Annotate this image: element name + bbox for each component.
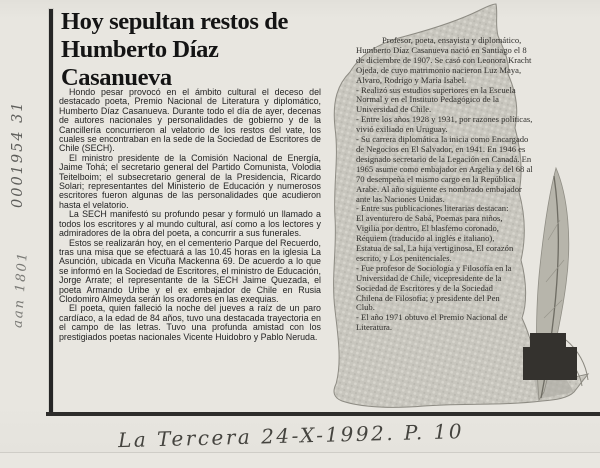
source-annotation: La Tercera 24-X-1992. P. 10 — [117, 419, 465, 453]
article-paragraph: Hondo pesar provocó en el ámbito cultural el deceso del destacado poeta, Premio Nacional de Literatura y diplomático, Humberto Díaz Casanueva. Durante todo el día de ayer, decenas de autores nacionales y personalidades de gobierno y de la Cancillería concurrieron al velatorio de los restos del vate, los cuales se encontraban en la sede de la Sociedad de Escritores de Chile (SECH). — [59, 87, 321, 154]
bio-item: - Su carrera diplomática la inicia como Encargado de Negocios en El Salvador, en 1941. En 1946 es designado secretario de la Legación en Canadá. En 1965 asume como embajador en Argelia y del 68 al 70 desempeña el mismo cargo en la República Arabe. Al año siguiente es nombrado embajador ante las Naciones Unidas. — [356, 134, 533, 204]
paper-edge — [0, 452, 600, 468]
bio-item: - Fue profesor de Sociología y Filosofía en la Universidad de Chile, vicepresidente de la Sociedad de Escritores y de la Sociedad Chilena de Filosofía; y presidente del Pen Club. — [356, 262, 512, 313]
column-rule — [49, 9, 53, 413]
bio-item: - Realizó sus estudios superiores en la Escuela Normal y en el Instituto Pedagógico de la Universidad de Chile. — [356, 84, 516, 115]
archive-code-annotation: aan 1801 — [10, 250, 31, 329]
bio-item: Profesor, poeta, ensayista y diplomático, Humberto Díaz Casanueva nació en Santiago el 8 de diciembre de 1907. Se casó con Leonora Kracht Ojeda, de cuyo matrimonio nacieron Luz Maya, Alvaro, Rodrigo y María Isabel. — [356, 35, 532, 85]
article-paragraph: La SECH manifestó su profundo pesar y formuló un llamado a todos los escritores y al mundo cultural, así como a los lectores y admiradores de la obra del poeta, a concurrir a sus funerales. — [59, 209, 321, 239]
bio-text — [356, 36, 536, 333]
article-paragraph: Estos se realizarán hoy, en el cementerio Parque del Recuerdo, tras una misa que se efectuará a las 10.45 horas en la iglesia La Asunción, ubicada en Vicuña Mackenna 69. De acuerdo a lo que se informó en la Sociedad de Escritores, el ministro de Educación, Jorge Arrate; el representante de la SECH Jaime Quezada, el poeta Armando Uribe y el ex embajador de Chile en Rusia Clodomiro Almeyda serán los oradores en las exequias. — [59, 237, 321, 304]
bottom-rule — [46, 412, 600, 416]
article-paragraph: El ministro presidente de la Comisión Nacional de Energía, Jaime Tohá; el secretario general del Partido Comunista, Volodia Teitelboim; el subsecretario general de la Presidencia, Ricardo Solari; representantes del Ministerio de Educación y numerosos escritores fueron algunas de las personalidades que acudieron hasta el velatorio. — [59, 152, 321, 210]
inkwell-icon — [523, 333, 577, 380]
article-body — [59, 88, 321, 342]
archive-number-annotation: 0001954 31 — [10, 100, 26, 208]
parchment-sidebar — [320, 0, 600, 452]
article-paragraph: El poeta, quien falleció la noche del jueves a raíz de un paro cardíaco, a la edad de 84 años, tuvo una destacada trayectoria en el campo de las letras. Tuvo una profunda amistad con los prestigiados poetas nacionales Vicente Huidobro y Pablo Neruda. — [59, 303, 321, 342]
page-title: Hoy sepultan restos de Humberto Díaz Casanueva — [61, 8, 288, 91]
bio-item: - El año 1971 obtuvo el Premio Nacional de Literatura. — [356, 312, 508, 333]
bio-item: - Entre sus publicaciones literarias destacan: El aventurero de Sabá, Poemas para niños, Vigilia por dentro, El blasfemo coronado, Réquiem (traducido al inglés e italiano), Estatua de sal, La hija vertiginosa, El corazón escrito, y Los penitenciales. — [356, 203, 514, 263]
bio-item: - Entre los años 1928 y 1931, por razones políticas, vivió exiliado en Uruguay. — [356, 114, 533, 135]
